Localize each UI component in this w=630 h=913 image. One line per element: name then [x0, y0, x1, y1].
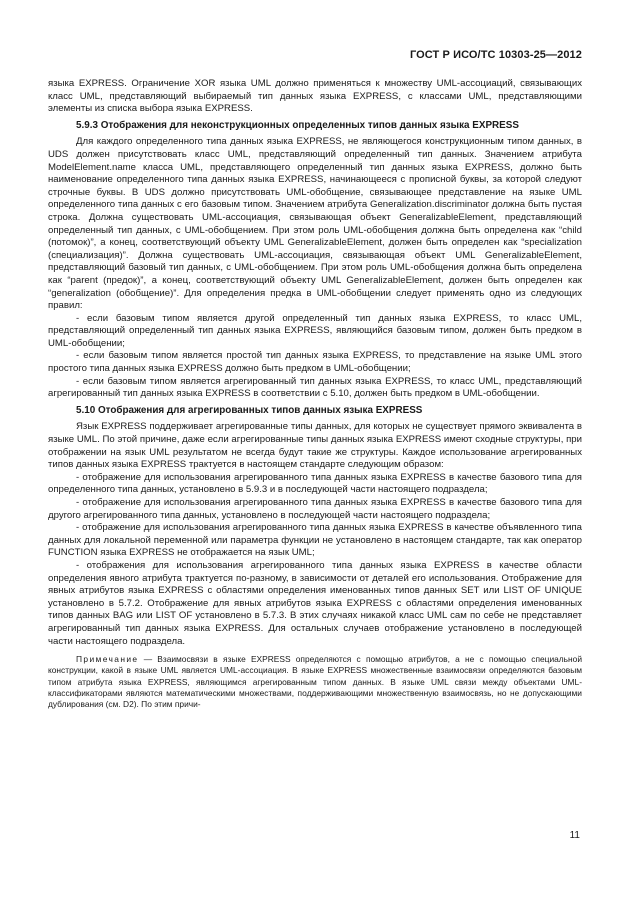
note-label: Примечание	[76, 654, 139, 665]
list-item: - отображение для использования агрегированного типа данных языка EXPRESS в качестве базового типа для определенного типа данных, установлено в 5.9.3 и в последующей части настоящего подраздела;	[48, 471, 582, 496]
section-heading-5-9-3: 5.9.3 Отображения для неконструкционных определенных типов данных языка EXPRESS	[76, 119, 519, 131]
body-paragraph: Для каждого определенного типа данных языка EXPRESS, не являющегося конструкционным типом данных, в UDS должен присутствовать класс UML, представляющий определенный тип данных. Значением атрибута ModelElement.name класса UML, представляющего определенный тип данных языка EXPRESS, должно быть наименование определенного типа данных языка EXPRESS, начинающееся с прописной буквы, за которой следуют строчные буквы. В UDS должно присутствовать UML-обобщение, связывающее представление на языке UML определенного типа данных с его базовым типом. Значением атрибута Generalization.discriminator должна быть пустая строка. Должна существовать UML-ассоциация, связывающая объект GeneralizableElement, представляющий определенный тип данных, с UML-обобщением. При этом роль UML-обобщения должна быть определена как “child (потомок)”, а конец, соответствующий объекту UML GeneralizableElement, должен быть определен как “specialization (специализация)”. Должна существовать UML-ассоциация, связывающая объект UML GeneralizableElement, представляющий базовый тип данных, с UML-обобщением. При этом роль UML-обобщения должна быть определена как “parent (предок)”, а конец, соответствующий объекту UML GeneralizableElement, должен быть определен как “generalization (обобщение)”. Для определения предка в UML-обобщении следует применять одно из следующих правил:	[48, 136, 582, 312]
list-item: - отображение для использования агрегированного типа данных языка EXPRESS в качестве объявленного типа данных для локальной переменной или параметра функции не установлено в настоящем стандарте, так как оператор FUNCTION языка EXPRESS не отображается на язык UML;	[48, 522, 582, 559]
standard-header: ГОСТ Р ИСО/ТС 10303-25—2012	[409, 49, 582, 61]
body-paragraph: Язык EXPRESS поддерживает агрегированные типы данных, для которых не существует прямого эквивалента в языке UML. По этой причине, даже если агрегированные типы данных языка EXPRESS имеют сходные структуры, при отображении на язык UML результатом не всегда будут такие же структуры. Каждое использование агрегированных типов данных языка EXPRESS трактуется в настоящем стандарте следующим образом:	[48, 421, 582, 471]
list-item: - если базовым типом является простой тип данных языка EXPRESS, то представление на языке UML этого простого типа данных языка EXPRESS должно быть предком в UML-обобщении;	[48, 350, 582, 375]
page-number: 11	[569, 830, 580, 841]
page-body	[48, 78, 582, 710]
list-item: - если базовым типом является другой определенный тип данных языка EXPRESS, то класс UML, представляющий определенный тип данных языка EXPRESS, являющийся базовым типом, должен быть предком в UML-обобщении;	[48, 312, 582, 349]
section-heading-5-10: 5.10 Отображения для агрегированных типов данных языка EXPRESS	[76, 404, 423, 416]
note-paragraph	[48, 654, 582, 710]
continuation-paragraph: языка EXPRESS. Ограничение XOR языка UML должно применяться к множеству UML-ассоциаций, связывающих класс UML, представляющий выбираемый тип данных языка EXPRESS, с классами UML, представляющими элементы из списка выбора языка EXPRESS.	[48, 78, 582, 115]
note-text: — Взаимосвязи в языке EXPRESS определяются с помощью атрибутов, а не с помощью специальной конструкции, какой в языке UML является UML-ассоциация. В языке EXPRESS множественные взаимосвязи определяются базовым типом атрибута языка EXPRESS, являющимся агрегированным типом данных. В языке UML связи между объектами UML-классификаторами являются математическими множествами, поддерживающими множественную взаимосвязь, но не допускающими дублирования (см. D2). По этим причи-	[48, 654, 582, 709]
list-item: - если базовым типом является агрегированный тип данных языка EXPRESS, то класс UML, представляющий агрегированный тип данных языка EXPRESS в соответствии с 5.10, должен быть предком в UML-обобщении.	[48, 375, 582, 400]
list-item: - отображение для использования агрегированного типа данных языка EXPRESS в качестве базового типа для другого агрегированного типа данных, установлено в последующей части настоящего подраздела;	[48, 497, 582, 521]
list-item: - отображения для использования агрегированного типа данных языка EXPRESS в качестве области определения явного атрибута трактуется по-разному, в зависимости от деталей его использования. Отображение для явных атрибутов языка EXPRESS с областями определения именованных типов данных SET или LIST OF UNIQUE установлено в 5.7.2. Отображение для явных атрибутов языка EXPRESS с областями определения именованных типов данных BAG или LIST OF установлено в 5.7.3. В этих случаях никакой класс UML сам по себе не представляет агрегированный тип данных языка EXPRESS. Для остальных случаев отображение установлено в последующей части настоящего подраздела.	[48, 559, 582, 647]
